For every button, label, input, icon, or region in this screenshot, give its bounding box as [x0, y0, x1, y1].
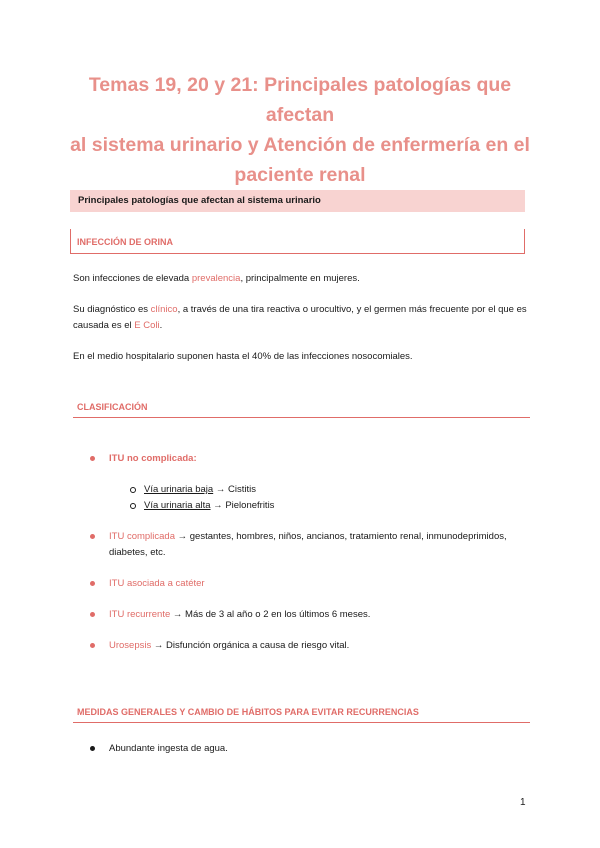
item-label: ITU asociada a catéter [109, 578, 205, 589]
item-text: → Disfunción orgánica a causa de riesgo vital. [151, 640, 350, 651]
clasificacion-heading: CLASIFICACIÓN [73, 402, 530, 418]
subsection-heading-infeccion: INFECCIÓN DE ORINA [77, 237, 174, 247]
sub-item-text: → Cistitis [213, 484, 256, 495]
p2-highlight-ecoli: E Coli [134, 320, 160, 331]
paragraph-diagnostico [73, 302, 528, 334]
bullet-dot [90, 643, 95, 648]
item-label: ITU complicada [109, 531, 175, 542]
circle-bullet [130, 487, 136, 493]
item-label: ITU recurrente [109, 609, 171, 620]
section-heading: Principales patologías que afectan al sistema urinario [78, 195, 321, 206]
item-text: → gestantes, hombres, niños, ancianos, tratamiento renal, inmunodeprimidos, diabetes, etc. [109, 531, 507, 558]
item-text: Abundante ingesta de agua. [109, 743, 228, 754]
item-label: Urosepsis [109, 640, 152, 651]
medidas-heading: MEDIDAS GENERALES Y CAMBIO DE HÁBITOS PARA EVITAR RECURRENCIAS [73, 707, 530, 723]
title-line-1: Temas 19, 20 y 21: Principales patologías que afectan [88, 74, 512, 126]
p1-text-end: , principalmente en mujeres. [240, 273, 360, 284]
sub-item-label: Vía urinaria baja [144, 484, 214, 495]
p2-text-end: . [159, 320, 163, 331]
document-title [60, 70, 540, 190]
paragraph-hospitalario: En el medio hospitalario suponen hasta el 40% de las infecciones nosocomiales. [73, 351, 413, 362]
p1-text: Son infecciones de elevada [73, 273, 192, 284]
item-label: ITU no complicada: [109, 453, 197, 464]
p1-highlight: prevalencia [191, 273, 241, 284]
bullet-dot [90, 746, 95, 751]
item-text: → Más de 3 al año o 2 en los últimos 6 meses. [170, 609, 371, 620]
bullet-dot [90, 534, 95, 539]
title-line-2: al sistema urinario y Atención de enfermería en el [70, 134, 530, 156]
page-number: 1 [520, 797, 526, 808]
bullet-dot [90, 456, 95, 461]
p2-highlight: clínico [150, 304, 178, 315]
sub-item-text: → Pielonefritis [210, 500, 275, 511]
subsection-heading-box [70, 229, 525, 254]
p2-text-mid: , a través de una tira reactiva o urocultivo, y el germen más frecuente por el que es causada es el [73, 304, 527, 331]
section-heading-bar [70, 190, 525, 212]
p2-text: Su diagnóstico es [73, 304, 151, 315]
bullet-dot [90, 581, 95, 586]
paragraph-prevalencia [73, 271, 528, 287]
title-line-3: paciente renal [234, 164, 366, 186]
circle-bullet [130, 503, 136, 509]
sub-item-label: Vía urinaria alta [144, 500, 211, 511]
bullet-dot [90, 612, 95, 617]
